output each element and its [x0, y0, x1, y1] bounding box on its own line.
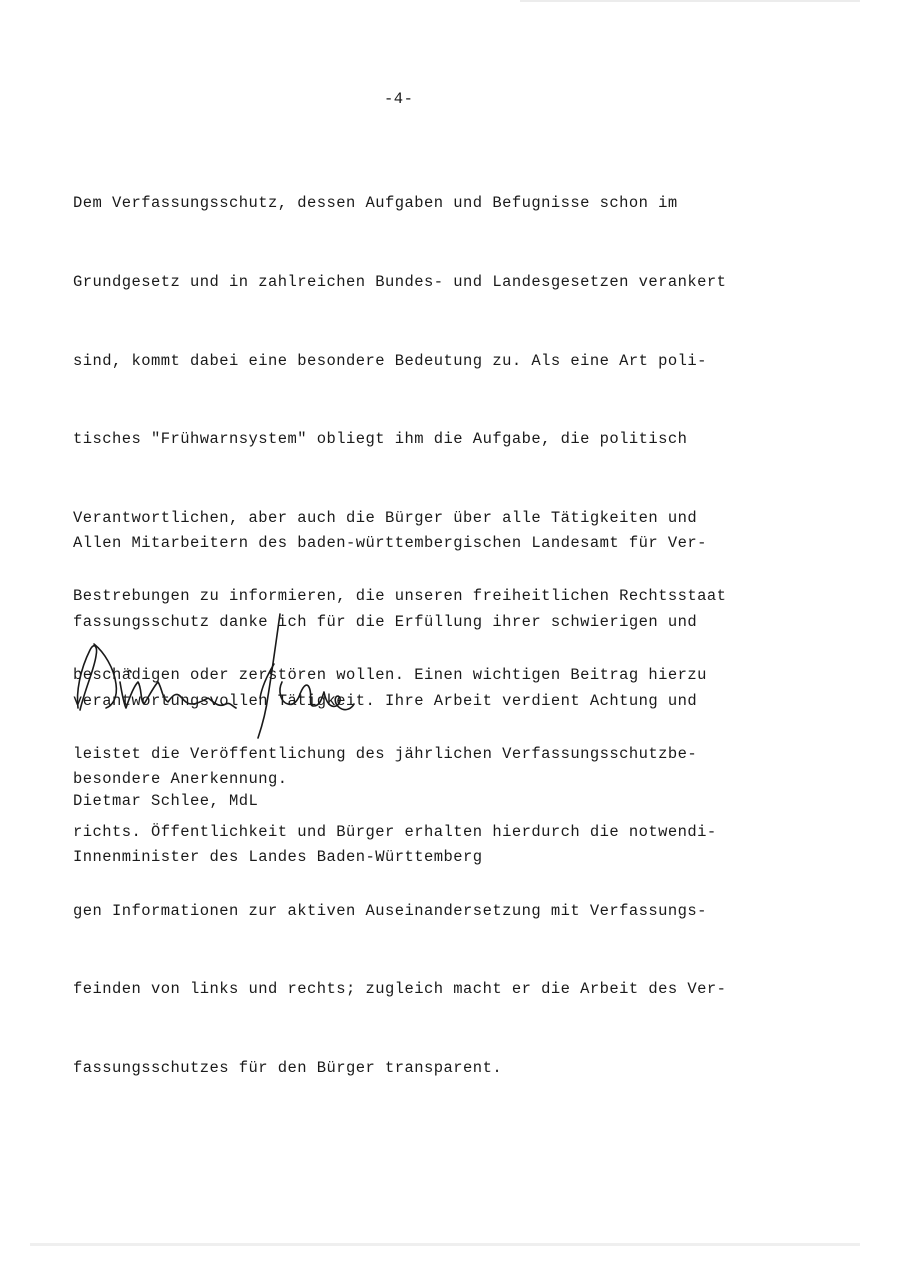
text-line: gen Informationen zur aktiven Auseinandersetzung mit Verfassungs-	[73, 901, 707, 920]
text-line: richts. Öffentlichkeit und Bürger erhalten hierdurch die notwendi-	[73, 823, 717, 842]
text-line: feinden von links und rechts; zugleich macht er die Arbeit des Ver-	[73, 980, 727, 999]
handwritten-signature-icon	[68, 612, 368, 742]
signer-name: Dietmar Schlee, MdL	[73, 792, 259, 810]
text-line: Grundgesetz und in zahlreichen Bundes- und Landesgesetzen verankert	[73, 273, 727, 291]
text-line: Dem Verfassungsschutz, dessen Aufgaben und Befugnisse schon im	[73, 194, 678, 213]
text-line: tisches "Frühwarnsystem" obliegt ihm die Aufgabe, die politisch	[73, 430, 688, 449]
text-line: Allen Mitarbeitern des baden-württembergischen Landesamt für Ver-	[73, 534, 707, 553]
text-line: Bestrebungen zu informieren, die unseren freiheitlichen Rechtsstaat	[73, 587, 727, 606]
signer-block	[73, 755, 483, 903]
text-line: leistet die Veröffentlichung des jährlichen Verfassungsschutzbe-	[73, 744, 698, 763]
page-number: -4-	[384, 90, 414, 108]
text-line: fassungsschutz danke ich für die Erfüllung ihrer schwierigen und	[73, 613, 698, 631]
scan-edge-top	[520, 0, 860, 2]
text-line: Verantwortlichen, aber auch die Bürger über alle Tätigkeiten und	[73, 508, 698, 527]
signer-title: Innenminister des Landes Baden-Württemberg	[73, 847, 483, 866]
text-line: fassungsschutzes für den Bürger transparent.	[73, 1058, 503, 1077]
text-line: beschädigen oder zerstören wollen. Einen wichtigen Beitrag hierzu	[73, 665, 707, 684]
text-line: verantwortungsvollen Tätigkeit. Ihre Arbeit verdient Achtung und	[73, 691, 698, 710]
text-line: sind, kommt dabei eine besondere Bedeutung zu. Als eine Art poli-	[73, 351, 707, 370]
scan-edge-bottom	[30, 1243, 860, 1246]
text-line: besondere Anerkennung.	[73, 770, 288, 789]
